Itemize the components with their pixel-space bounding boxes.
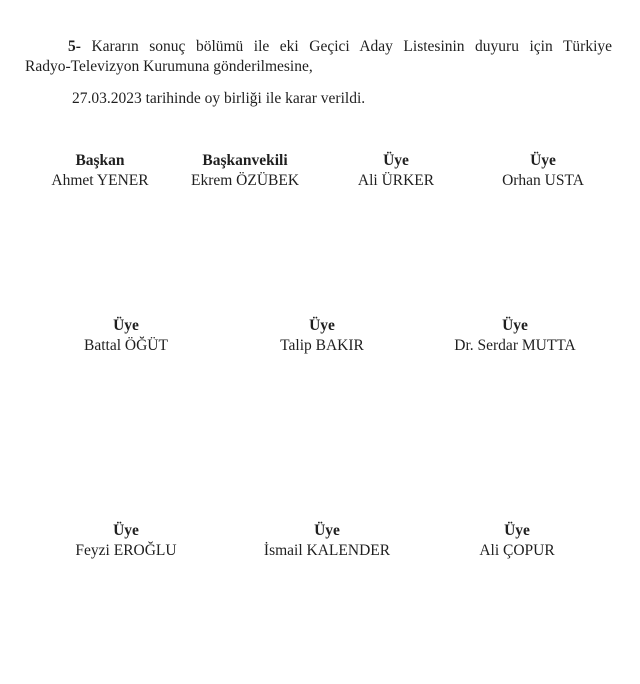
signature-block-uye-usta	[502, 151, 584, 191]
signature-block-baskanvekili	[191, 151, 299, 191]
signature-name: Feyzi EROĞLU	[75, 542, 177, 559]
signature-title: Üye	[113, 317, 139, 334]
signature-block-baskan	[51, 151, 148, 191]
paragraph-5-line-1-text: Kararın sonuç bölümü ile eki Geçici Aday Listesinin duyuru için Türkiye	[91, 37, 613, 55]
signature-block-uye-bakir	[280, 316, 364, 356]
signature-block-uye-kalender	[264, 521, 390, 561]
signature-title: Başkanvekili	[202, 152, 288, 169]
signature-title: Üye	[502, 317, 528, 334]
paragraph-5-line-2: Radyo-Televizyon Kurumuna gönderilmesine,	[25, 57, 313, 75]
signature-name: Orhan USTA	[502, 172, 584, 189]
signature-block-uye-ogut	[84, 316, 168, 356]
signature-name: Ekrem ÖZÜBEK	[190, 172, 300, 189]
signature-block-uye-copur	[479, 521, 554, 561]
signature-name: Ahmet YENER	[51, 172, 149, 189]
decision-date-line: 27.03.2023 tarihinde oy birliği ile karar verildi.	[72, 89, 366, 107]
signature-name: Ali ÇOPUR	[479, 542, 555, 559]
signature-title: Üye	[530, 152, 556, 169]
signature-title: Üye	[309, 317, 335, 334]
signature-name: Battal ÖĞÜT	[84, 337, 168, 354]
signature-name: Talip BAKIR	[280, 337, 364, 354]
signature-block-uye-mutta	[454, 316, 575, 356]
signature-name: Dr. Serdar MUTTA	[454, 337, 576, 354]
signature-title: Üye	[383, 152, 409, 169]
signature-title: Başkan	[75, 152, 125, 169]
paragraph-5-line-1	[68, 37, 612, 57]
signature-title: Üye	[314, 522, 340, 539]
paragraph-number: 5-	[68, 37, 81, 55]
signature-name: İsmail KALENDER	[263, 542, 391, 559]
signature-block-uye-eroglu	[75, 521, 176, 561]
signature-title: Üye	[504, 522, 530, 539]
signature-block-uye-urker	[358, 151, 434, 191]
signature-title: Üye	[113, 522, 139, 539]
signature-name: Ali ÜRKER	[357, 172, 435, 189]
